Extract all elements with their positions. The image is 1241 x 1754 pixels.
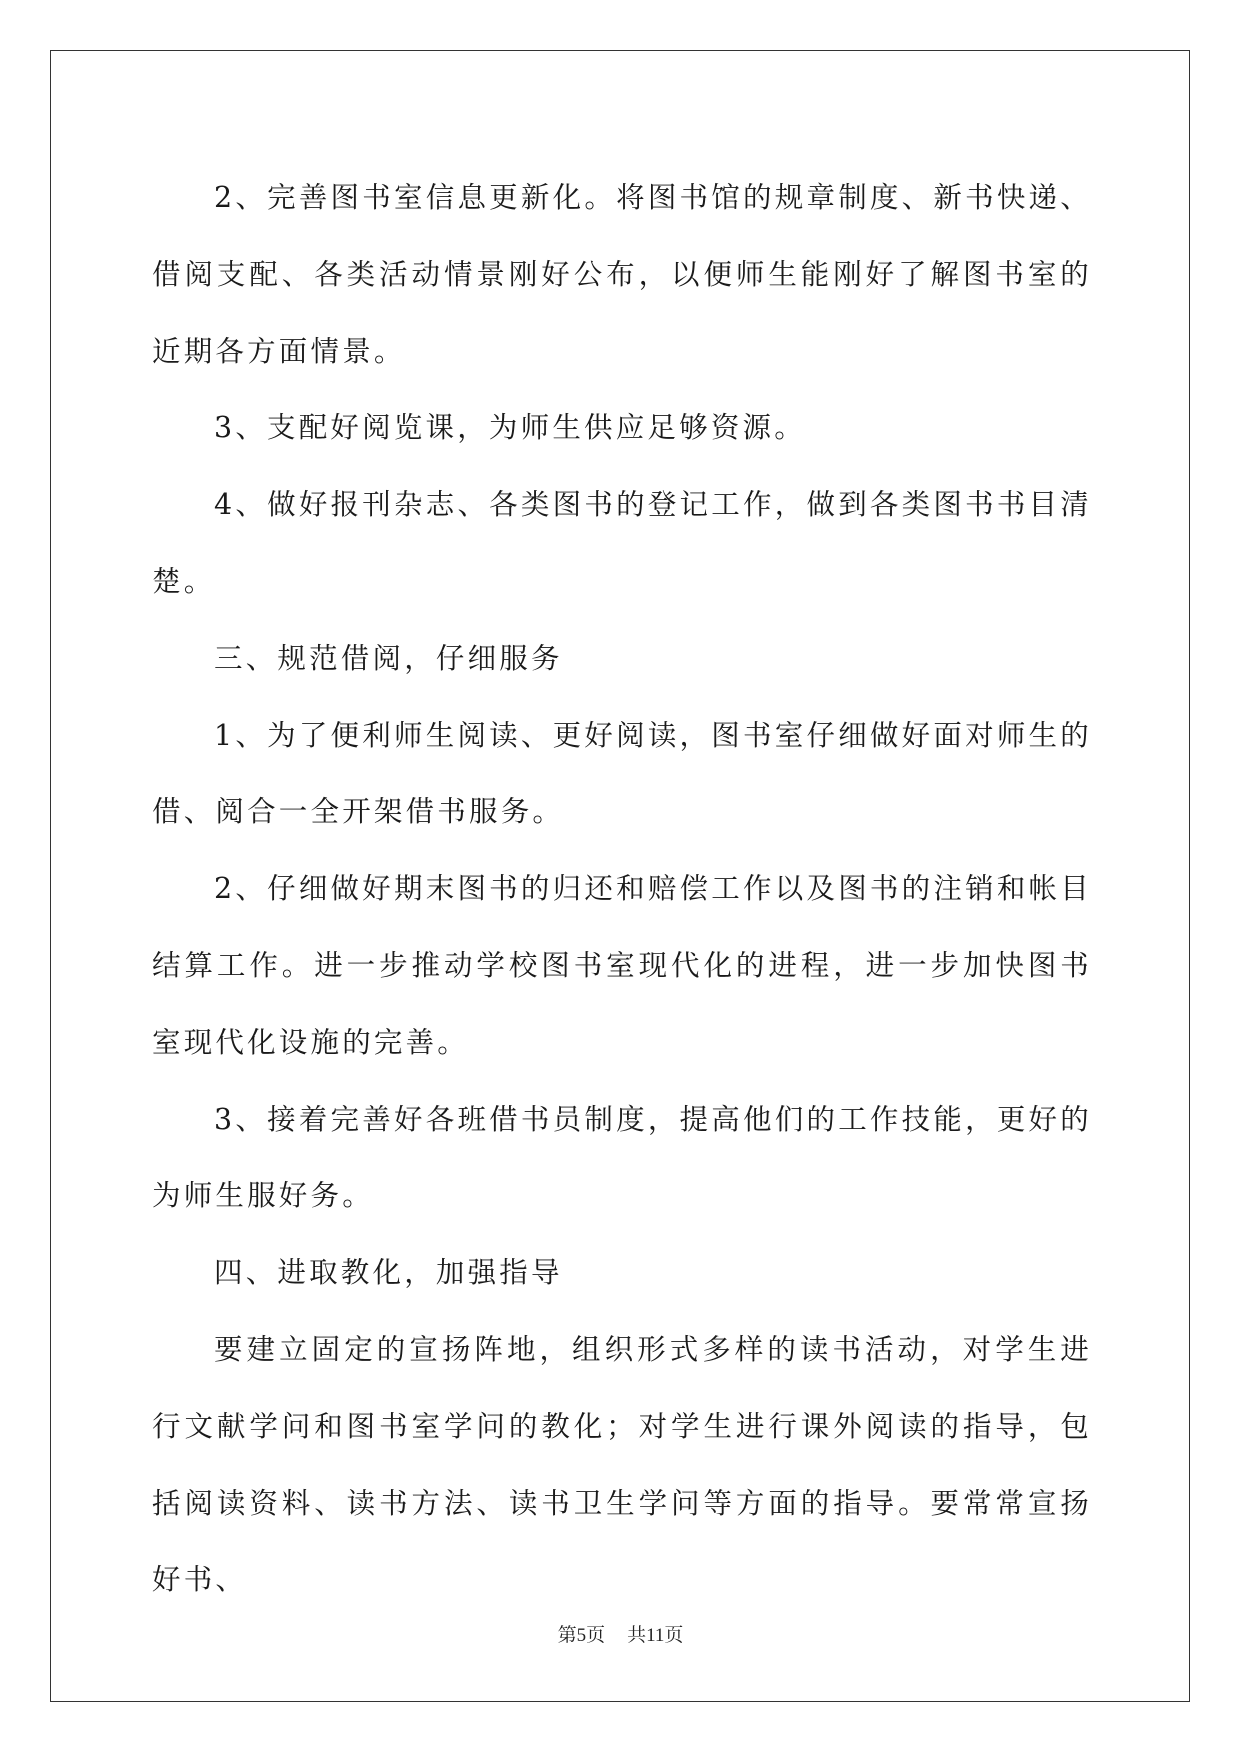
- paragraph: 3、支配好阅览课，为师生供应足够资源。: [214, 411, 806, 445]
- paragraph: 2、完善图书室信息更新化。将图书馆的规章制度、新书快递、借阅支配、各类活动情景刚好公布，以便师生能刚好了解图书室的近期各方面情景。: [152, 181, 1092, 368]
- paragraph: 1、为了便利师生阅读、更好阅读，图书室仔细做好面对师生的借、阅合一全开架借书服务。: [152, 718, 1092, 829]
- paragraph: 2、仔细做好期末图书的归还和赔偿工作以及图书的注销和帐目结算工作。进一步推动学校图书室现代化的进程，进一步加快图书室现代化设施的完善。: [152, 872, 1092, 1059]
- page-number: 第5页: [557, 1625, 606, 1646]
- paragraph: 3、接着完善好各班借书员制度，提高他们的工作技能，更好的为师生服好务。: [152, 1102, 1092, 1213]
- section-heading: 四、进取教化，加强指导: [214, 1256, 563, 1290]
- paragraph: 4、做好报刊杂志、各类图书的登记工作，做到各类图书书目清楚。: [152, 488, 1092, 598]
- page-total: 共11页: [627, 1625, 684, 1646]
- document-body: [152, 160, 1092, 1619]
- page-footer: [0, 1620, 1241, 1647]
- section-heading: 三、规范借阅，仔细服务: [214, 641, 563, 675]
- paragraph: 要建立固定的宣扬阵地，组织形式多样的读书活动，对学生进行文献学问和图书室学问的教化；对学生进行课外阅读的指导，包括阅读资料、读书方法、读书卫生学问等方面的指导。要常常宣扬好书、: [152, 1332, 1092, 1597]
